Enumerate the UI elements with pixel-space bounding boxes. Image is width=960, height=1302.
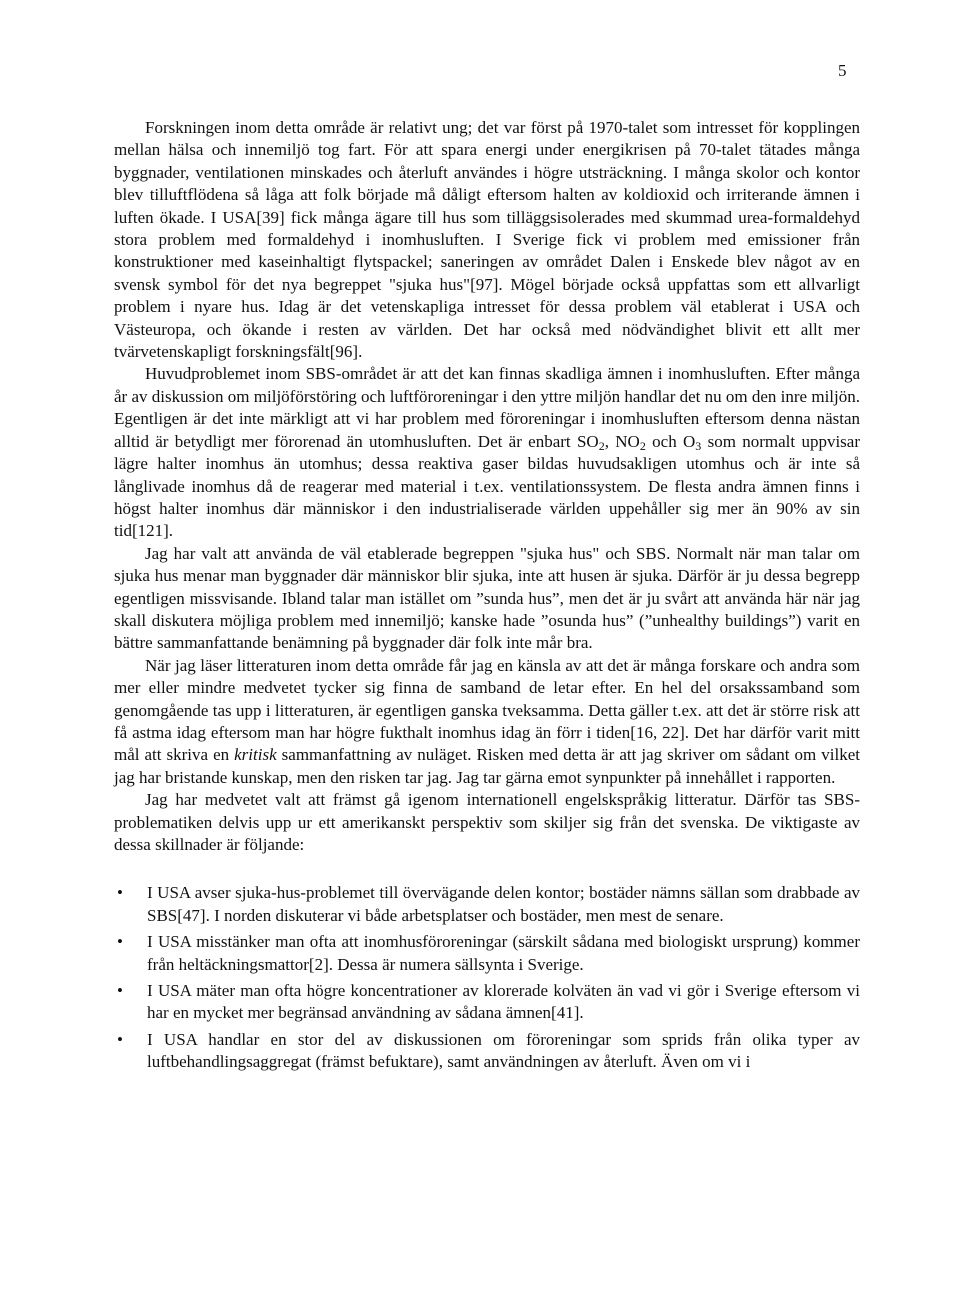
list-item: • I USA handlar en stor del av diskussionen om föroreningar som sprids från olika typer av luftbehandlingsaggregat (främst befuktare), samt användningen av återluft. Även om vi i (117, 1029, 860, 1072)
page-number: 5 (838, 61, 847, 80)
bullet-icon: • (117, 932, 123, 952)
paragraph-4: När jag läser litteraturen inom detta område får jag en känsla av att det är många forskare och andra som mer eller mindre medvetet tycker sig finna de samband de letar efter. En hel del orsakssamband som genomgående tas upp i litteraturen, är egentligen ganska tveksamma. Detta gäller t.ex. att det är större risk att få astma idag eftersom man har högre fukthalt inomhus idag än förr i tiden[16, 22]. Det har därför varit mitt mål att skriva en kritisk sammanfattning av nuläget. Risken med detta är att jag skriver om sådant om vilket jag har bristande kunskap, men den risken tar jag. Jag tar gärna emot synpunkter på innehållet i rapporten. (114, 655, 861, 787)
paragraph-2: Huvudproblemet inom SBS-området är att det kan finnas skadliga ämnen i inomhusluften. Efter många år av diskussion om miljöförstöring och luftföroreningar i den yttre miljön handlar det nu om den inre miljön. Egentligen är det inte märkligt att vi har problem med föroreningar i inomhusluften eftersom denna nästan alltid är betydligt mer förorenad än utomhusluften. Det är enbart $SO_2$, $NO_2$ och $O_3$ som normalt uppvisar lägre halter inomhus än utomhus; dessa reaktiva gaser bildas huvudsakligen utomhus och är inte så långlivade inomhus då de reagerar med material i t.ex. ventilationssystem. De flesta andra ämnen finns i högst halter inomhus där människor i den industrialiserade världen uppehåller sig mer än 90% av sin tid[121]. (114, 364, 860, 541)
differences-list (114, 882, 860, 1073)
document-body (114, 117, 860, 1078)
subscript-2: 2 (639, 438, 646, 453)
subscript-3: 3 (695, 438, 702, 453)
bullet-icon: • (117, 1029, 123, 1049)
bullet-icon: • (117, 981, 123, 1001)
paragraph-3: Jag har valt att använda de väl etablerade begreppen "sjuka hus" och SBS. Normalt när man talar om sjuka hus menar man byggnader där människor blir sjuka, inte att husen är sjuka. Därför är ju dessa begrepp egentligen missvisande. Ibland talar man istället om ”sunda hus”, men det är ju svårt att använda här när jag skall diskutera möjliga problem med innemiljö; kanske hade ”osunda hus” (”unhealthy buildings”) varit en bättre sammanfattande benämning på byggnader där folk inte mår bra. (114, 543, 860, 653)
paragraph-1: Forskningen inom detta område är relativt ung; det var först på 1970-talet som intresset för kopplingen mellan hälsa och innemiljö tog fart. För att spara energi under energikrisen på 70-talet tätades många byggnader, ventilationen minskades och återluft användes i högre utsträckning. I många skolor och kontor blev tilluftflödena så låga att folk började må dåligt eftersom halten av koldioxid och irriterande ämnen i luften ökade. I USA[39] fick många ägare till hus som tilläggsisolerades med skummad urea-formaldehyd stora problem med formaldehyd i inomhusluften. I Sverige fick vi problem med emissioner från konstruktioner med kaseinhaltigt flytspackel; saneringen av området Dalen i Enskede blev något av en svensk symbol för det nya begreppet "sjuka hus"[97]. Mögel började också uppfattas som ett allvarligt problem i nyare hus. Idag är det vetenskapliga intresset för dessa problem väl etablerat i USA och Västeuropa, och ökande i resten av världen. Det har också med nödvändighet blivit ett allt mer tvärvetenskapligt forskningsfält[96]. (114, 118, 860, 362)
paragraph-5: Jag har medvetet valt att främst gå igenom internationell engelskspråkig litteratur. Därför tas SBS-problematiken delvis upp ur ett amerikanskt perspektiv som skiljer sig från det svenska. De viktigaste av dessa skillnader är följande: (114, 790, 860, 854)
list-item: • I USA mäter man ofta högre koncentrationer av klorerade kolväten än vad vi gör i Sverige eftersom vi har en mycket mer begränsad användning av sådana ämnen[41]. (117, 981, 860, 1023)
list-item: • I USA avser sjuka-hus-problemet till övervägande delen kontor; bostäder nämns sällan som drabbade av SBS[47]. I norden diskuterar vi både arbetsplatser och bostäder, men mest de senare. (117, 883, 860, 925)
bullet-icon: • (117, 883, 123, 903)
emphasis-kritisk: kritisk (234, 745, 277, 765)
list-item: • I USA misstänker man ofta att inomhusföroreningar (särskilt sådana med biologiskt ursprung) kommer från heltäckningsmattor[2]. Dessa är numera sällsynta i Sverige. (117, 932, 860, 974)
subscript-2: 2 (598, 438, 605, 453)
